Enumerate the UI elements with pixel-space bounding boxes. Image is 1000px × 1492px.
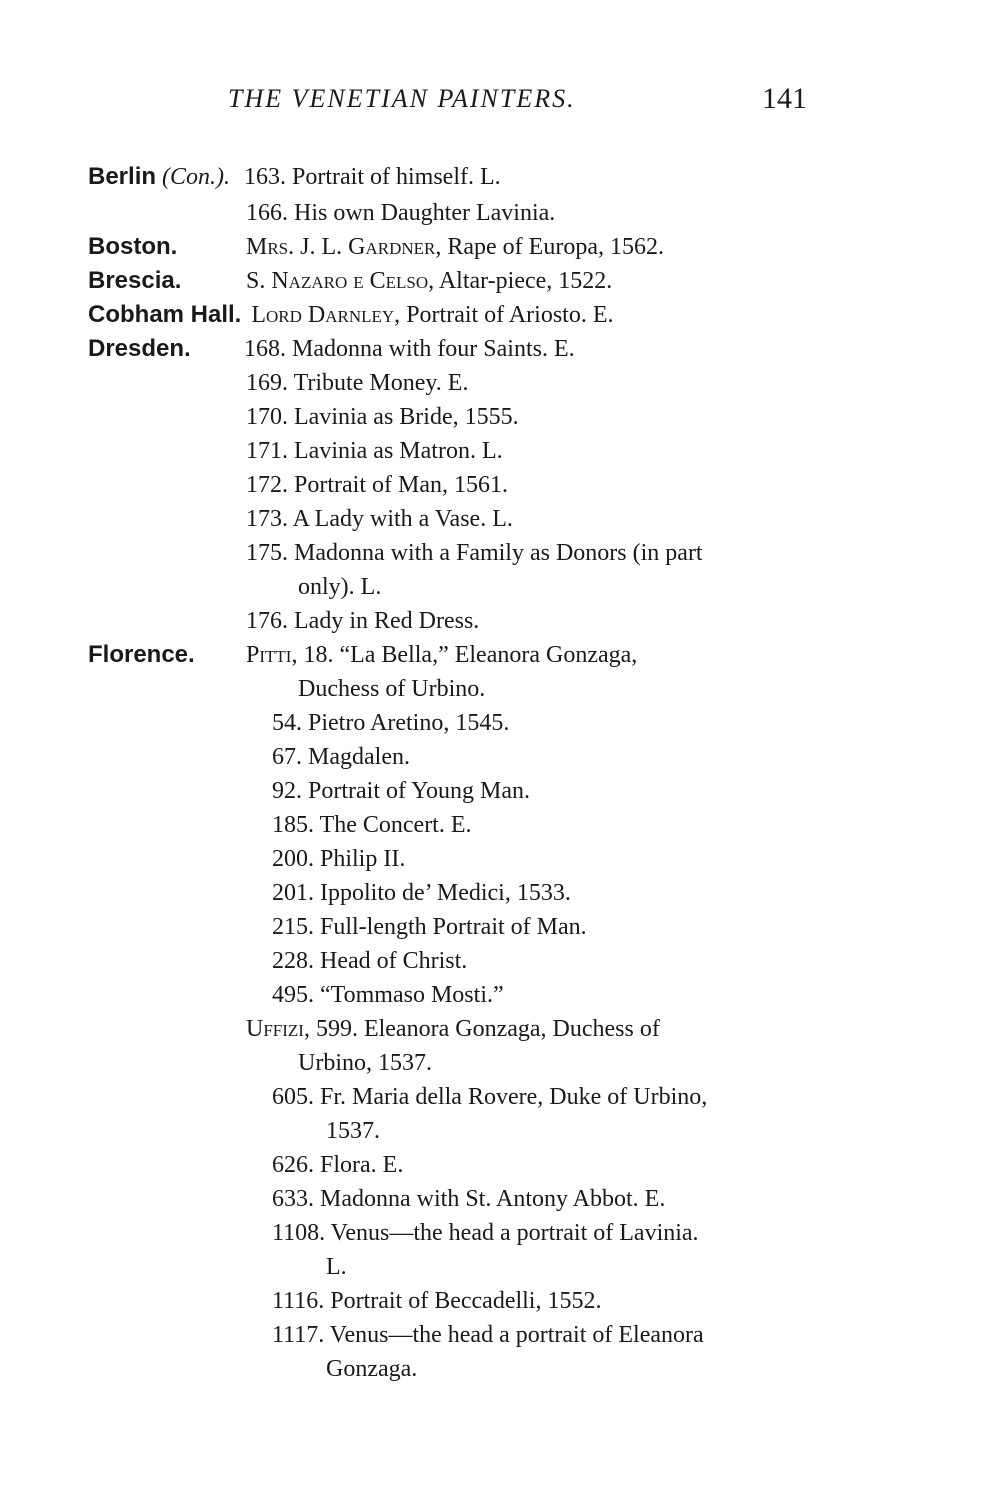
city-label: Berlin xyxy=(88,163,157,190)
city-label: Brescia. xyxy=(88,267,182,294)
entry-text: 166. His own Daughter Lavinia. xyxy=(246,200,556,226)
gallery-name: Mrs. J. L. Gardner, xyxy=(246,234,442,260)
list-item xyxy=(272,808,472,842)
entry-text: 169. Tribute Money. E. xyxy=(246,370,469,396)
list-item xyxy=(272,740,410,774)
entry-text: 18. “La Bella,” Eleanora Gonzaga, xyxy=(303,642,638,668)
entry-text: Rape of Europa, 1562. xyxy=(447,234,664,260)
list-item xyxy=(88,160,501,194)
list-item xyxy=(246,536,703,570)
page-header xyxy=(0,84,1000,124)
running-title: THE VENETIAN PAINTERS. xyxy=(228,84,576,113)
list-item xyxy=(272,1148,403,1182)
list-item xyxy=(272,1284,601,1318)
entry-text: 170. Lavinia as Bride, 1555. xyxy=(246,404,519,430)
gallery-name: Uffizi, xyxy=(246,1016,310,1042)
list-item xyxy=(272,944,467,978)
list-item xyxy=(88,332,575,366)
list-item xyxy=(272,978,504,1012)
entry-text: 173. A Lady with a Vase. L. xyxy=(246,506,513,532)
list-item xyxy=(246,366,468,400)
list-item xyxy=(272,1182,665,1216)
entry-text: 605. Fr. Maria della Rovere, Duke of Urbino, xyxy=(272,1084,708,1110)
list-item xyxy=(246,502,513,536)
list-item xyxy=(272,842,405,876)
entry-text: Altar-piece, 1522. xyxy=(438,268,613,294)
entry-text: 67. Magdalen. xyxy=(272,744,410,770)
list-item xyxy=(88,230,664,264)
list-item xyxy=(326,1114,380,1148)
list-item xyxy=(246,604,479,638)
entry-text: 185. The Concert. E. xyxy=(272,812,472,838)
entry-text: 215. Full-length Portrait of Man. xyxy=(272,914,587,940)
entry-text: 599. Eleanora Gonzaga, Duchess of xyxy=(315,1016,660,1042)
entry-text: Urbino, 1537. xyxy=(298,1050,432,1076)
entry-text: 200. Philip II. xyxy=(272,846,406,872)
entry-text: Duchess of Urbino. xyxy=(298,676,486,702)
entry-text: 171. Lavinia as Matron. L. xyxy=(246,438,503,464)
list-item xyxy=(272,1080,707,1114)
list-item xyxy=(326,1250,347,1284)
list-item xyxy=(298,672,485,706)
entry-text: L. xyxy=(326,1254,347,1280)
entry-text: 201. Ippolito de’ Medici, 1533. xyxy=(272,880,571,906)
entry-text: 92. Portrait of Young Man. xyxy=(272,778,531,804)
list-item xyxy=(246,468,508,502)
gallery-name: Pitti, xyxy=(246,642,298,668)
list-item xyxy=(246,196,555,230)
list-item xyxy=(88,638,637,672)
page-number: 141 xyxy=(762,82,807,115)
entry-text: 626. Flora. E. xyxy=(272,1152,404,1178)
entry-text: Portrait of Ariosto. E. xyxy=(406,302,614,328)
list-item xyxy=(326,1352,417,1386)
entry-text: 163. Portrait of himself. L. xyxy=(244,164,501,190)
city-note: (Con.). xyxy=(162,164,231,190)
entry-text: 228. Head of Christ. xyxy=(272,948,468,974)
list-item xyxy=(272,910,587,944)
list-item xyxy=(298,1046,432,1080)
list-item xyxy=(246,400,519,434)
entry-text: 176. Lady in Red Dress. xyxy=(246,608,480,634)
city-label: Cobham Hall. xyxy=(88,301,242,328)
city-label: Dresden. xyxy=(88,335,191,362)
entry-text: 54. Pietro Aretino, 1545. xyxy=(272,710,510,736)
gallery-name: Lord Darnley, xyxy=(251,302,401,328)
entry-text: 1537. xyxy=(326,1118,380,1144)
list-item xyxy=(246,434,503,468)
list-item xyxy=(272,1318,704,1352)
list-item xyxy=(298,570,381,604)
entry-text: 175. Madonna with a Family as Donors (in part xyxy=(246,540,703,566)
entry-text: 172. Portrait of Man, 1561. xyxy=(246,472,508,498)
list-item xyxy=(272,876,571,910)
list-item xyxy=(272,1216,699,1250)
gallery-name: S. Nazaro e Celso, xyxy=(246,268,435,294)
city-label: Boston. xyxy=(88,233,178,260)
list-item xyxy=(272,706,509,740)
city-label: Florence. xyxy=(88,641,195,668)
list-item xyxy=(272,774,530,808)
entry-text: 1117. Venus—the head a portrait of Eleanora xyxy=(272,1322,704,1348)
entry-text: 168. Madonna with four Saints. E. xyxy=(244,336,575,362)
entry-text: Gonzaga. xyxy=(326,1356,418,1382)
entry-text: only). L. xyxy=(298,574,382,600)
list-item xyxy=(88,298,614,332)
list-item xyxy=(88,264,612,298)
list-item xyxy=(246,1012,660,1046)
entry-text: 633. Madonna with St. Antony Abbot. E. xyxy=(272,1186,666,1212)
entry-text: 1108. Venus—the head a portrait of Lavinia. xyxy=(272,1220,699,1246)
entry-text: 1116. Portrait of Beccadelli, 1552. xyxy=(272,1288,602,1314)
entry-text: 495. “Tommaso Mosti.” xyxy=(272,982,504,1008)
